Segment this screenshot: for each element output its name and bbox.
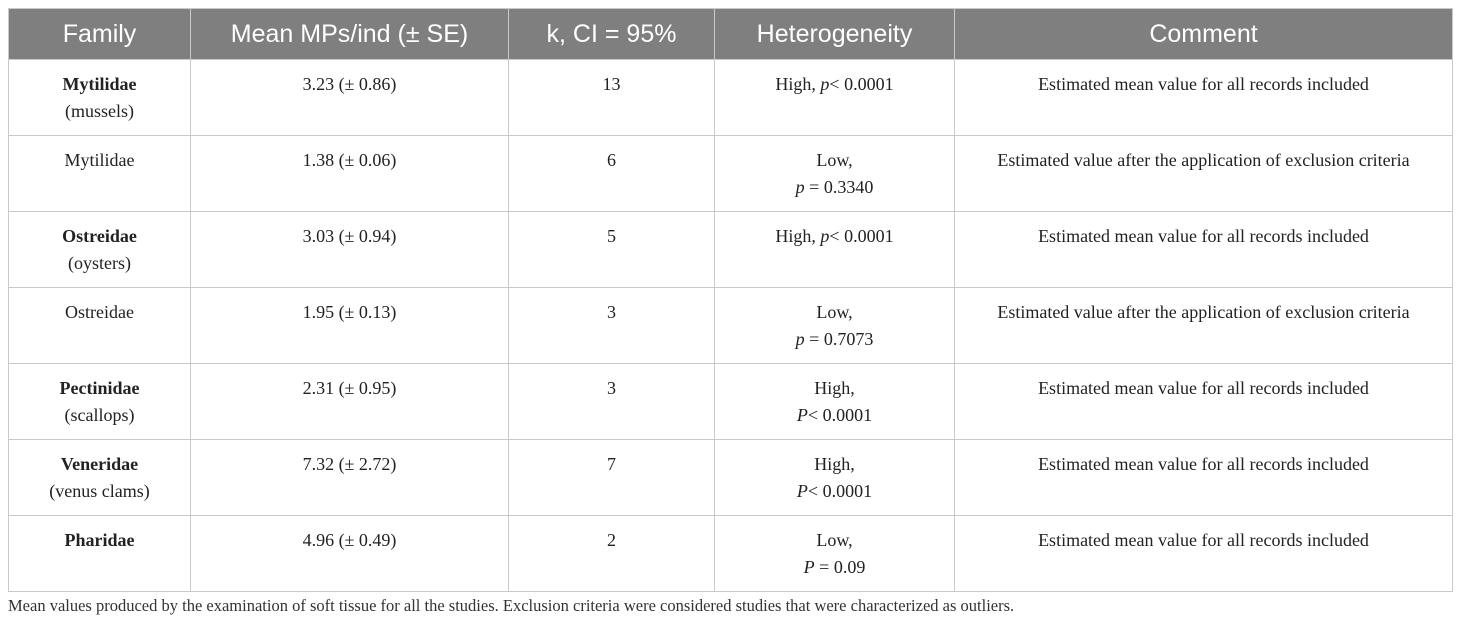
family-name: Ostreidae [65, 302, 134, 322]
header-family: Family [9, 9, 191, 60]
family-cell [9, 516, 191, 592]
header-k-ci: k, CI = 95% [509, 9, 715, 60]
heterogeneity-stat: p [795, 177, 805, 197]
heterogeneity-value: = 0.7073 [809, 329, 874, 349]
family-common-name: (oysters) [68, 253, 131, 273]
heterogeneity-stat: P [796, 405, 808, 425]
heterogeneity-value: < 0.0001 [807, 405, 873, 425]
mean-cell: 1.95 (± 0.13) [191, 288, 509, 364]
table-row [9, 60, 1453, 136]
header-comment: Comment [955, 9, 1453, 60]
heterogeneity-level: Low, [816, 302, 853, 322]
comment-cell: Estimated mean value for all records included [955, 364, 1453, 440]
heterogeneity-stat: p [820, 226, 830, 246]
mean-cell: 3.03 (± 0.94) [191, 212, 509, 288]
table-body [9, 60, 1453, 592]
heterogeneity-value: < 0.0001 [829, 74, 894, 94]
table-row [9, 516, 1453, 592]
family-name: Mytilidae [64, 150, 135, 170]
heterogeneity-cell [715, 516, 955, 592]
family-cell [9, 136, 191, 212]
family-cell [9, 440, 191, 516]
heterogeneity-cell [715, 212, 955, 288]
comment-cell: Estimated mean value for all records included [955, 440, 1453, 516]
comment-cell: Estimated mean value for all records included [955, 516, 1453, 592]
family-name: Mytilidae [62, 74, 137, 94]
family-cell [9, 212, 191, 288]
comment-cell: Estimated value after the application of exclusion criteria [955, 288, 1453, 364]
k-cell: 5 [509, 212, 715, 288]
header-mean-mps: Mean MPs/ind (± SE) [191, 9, 509, 60]
mean-cell: 3.23 (± 0.86) [191, 60, 509, 136]
heterogeneity-value: = 0.3340 [809, 177, 874, 197]
heterogeneity-level: High, [775, 74, 816, 94]
family-common-name: (scallops) [64, 405, 135, 425]
k-cell: 3 [509, 364, 715, 440]
family-name: Pharidae [64, 530, 135, 550]
mean-cell: 2.31 (± 0.95) [191, 364, 509, 440]
table-row [9, 288, 1453, 364]
header-row [9, 9, 1453, 60]
heterogeneity-level: Low, [816, 150, 853, 170]
table-header [9, 9, 1453, 60]
k-cell: 7 [509, 440, 715, 516]
family-common-name: (venus clams) [49, 481, 150, 501]
table-row [9, 136, 1453, 212]
family-cell [9, 60, 191, 136]
data-table [8, 8, 1453, 592]
mean-cell: 1.38 (± 0.06) [191, 136, 509, 212]
mean-cell: 4.96 (± 0.49) [191, 516, 509, 592]
comment-cell: Estimated mean value for all records included [955, 212, 1453, 288]
heterogeneity-cell [715, 364, 955, 440]
heterogeneity-value: < 0.0001 [829, 226, 894, 246]
table-row [9, 364, 1453, 440]
table-container [8, 8, 1452, 592]
heterogeneity-cell [715, 288, 955, 364]
family-common-name: (mussels) [65, 101, 134, 121]
heterogeneity-cell [715, 440, 955, 516]
table-row [9, 440, 1453, 516]
comment-cell: Estimated mean value for all records included [955, 60, 1453, 136]
heterogeneity-level: High, [814, 378, 855, 398]
heterogeneity-stat: p [795, 329, 805, 349]
heterogeneity-level: Low, [816, 530, 853, 550]
heterogeneity-cell [715, 136, 955, 212]
comment-cell: Estimated value after the application of exclusion criteria [955, 136, 1453, 212]
table-footnote: Mean values produced by the examination of soft tissue for all the studies. Exclusion criteria were considered studies that were characterized as outliers. [8, 596, 1015, 615]
heterogeneity-stat: P [803, 557, 815, 577]
family-cell [9, 288, 191, 364]
heterogeneity-stat: P [796, 481, 808, 501]
family-name: Pectinidae [59, 378, 140, 398]
k-cell: 6 [509, 136, 715, 212]
heterogeneity-value: = 0.09 [819, 557, 866, 577]
family-cell [9, 364, 191, 440]
heterogeneity-stat: p [820, 74, 830, 94]
k-cell: 3 [509, 288, 715, 364]
mean-cell: 7.32 (± 2.72) [191, 440, 509, 516]
heterogeneity-value: < 0.0001 [807, 481, 873, 501]
k-cell: 2 [509, 516, 715, 592]
heterogeneity-level: High, [814, 454, 855, 474]
k-cell: 13 [509, 60, 715, 136]
family-name: Ostreidae [62, 226, 137, 246]
heterogeneity-level: High, [775, 226, 816, 246]
family-name: Veneridae [60, 454, 139, 474]
header-heterogeneity: Heterogeneity [715, 9, 955, 60]
table-row [9, 212, 1453, 288]
heterogeneity-cell [715, 60, 955, 136]
